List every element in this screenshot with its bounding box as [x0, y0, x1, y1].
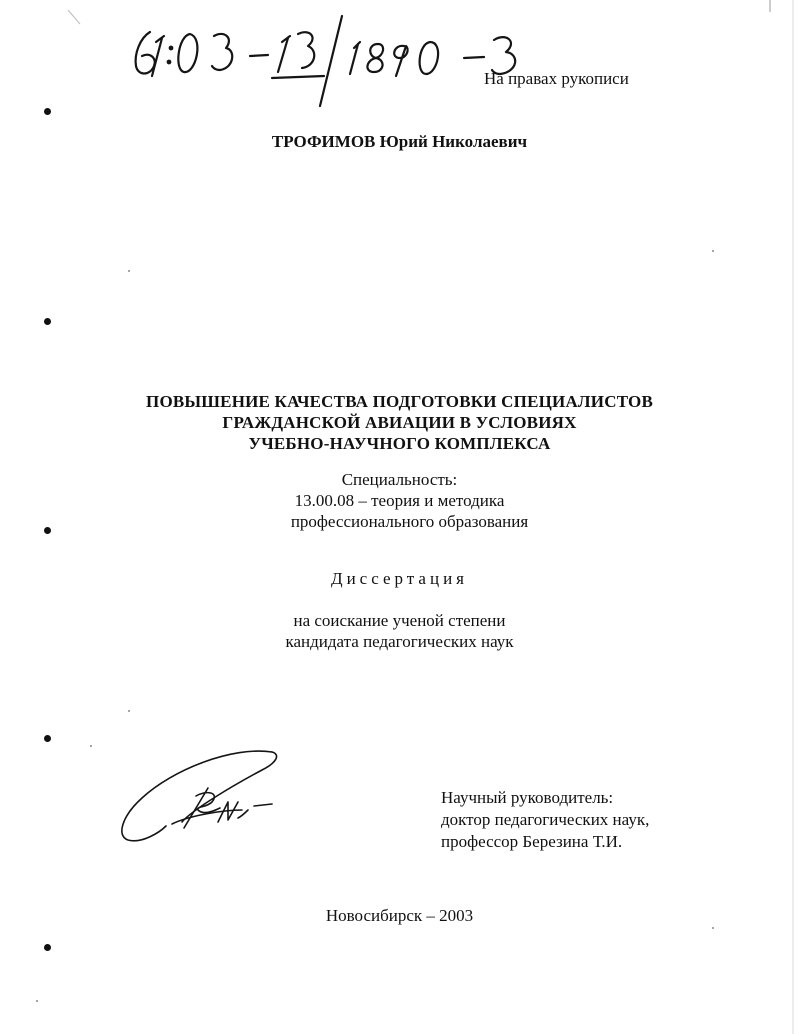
binding-hole [44, 108, 51, 115]
city-year: Новосибирск – 2003 [325, 906, 474, 925]
rights-note: На правах рукописи [484, 69, 629, 88]
scan-speck [36, 1000, 38, 1002]
scan-speck [128, 270, 130, 272]
binding-hole [44, 944, 51, 951]
scan-speck [128, 710, 130, 712]
supervisor-label: Научный руководитель: [441, 788, 614, 807]
scan-speck [712, 927, 714, 929]
title-line: ПОВЫШЕНИЕ КАЧЕСТВА ПОДГОТОВКИ СПЕЦИАЛИСТОВ [146, 392, 653, 411]
scan-speck [90, 745, 92, 747]
binding-hole [44, 735, 51, 742]
author-name: ТРОФИМОВ Юрий Николаевич [271, 132, 528, 151]
title-line: ГРАЖДАНСКОЙ АВИАЦИИ В УСЛОВИЯХ [222, 413, 577, 432]
degree-line: на соискание ученой степени [293, 611, 506, 630]
supervisor-degree: доктор педагогических наук, [441, 810, 650, 829]
dissertation-title [0, 391, 799, 454]
specialty-code: 13.00.08 – теория и методика [294, 491, 505, 510]
specialty-label: Специальность: [341, 470, 458, 489]
specialty-block [0, 469, 799, 532]
supervisor-name: профессор Березина Т.И. [441, 832, 623, 851]
title-line: УЧЕБНО-НАУЧНОГО КОМПЛЕКСА [248, 434, 551, 453]
supervisor-block [441, 787, 649, 853]
scan-speck [712, 250, 714, 252]
degree-line: кандидата педагогических наук [285, 632, 514, 651]
signature [112, 740, 292, 850]
degree-block [0, 610, 799, 652]
document-type: Диссертация [330, 569, 468, 588]
specialty-name: профессионального образования [290, 512, 529, 531]
handwritten-archive-number [128, 10, 548, 110]
binding-hole [44, 318, 51, 325]
